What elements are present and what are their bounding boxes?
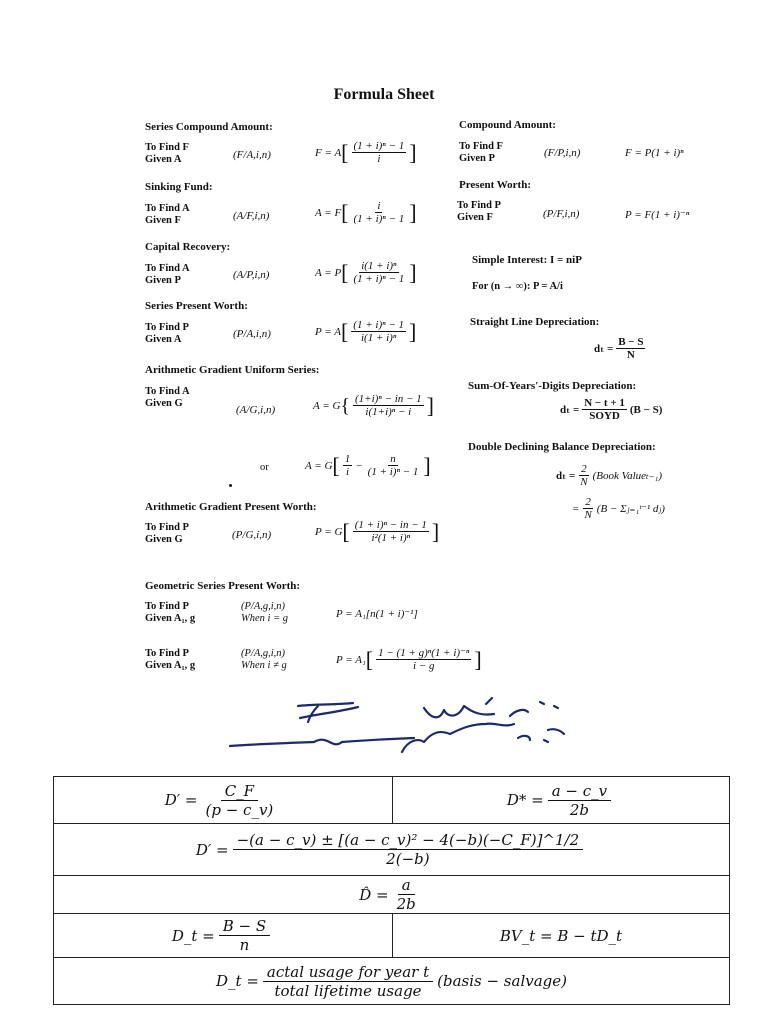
- formula: F = A [ $\frac{\text{(1 + i)ⁿ − 1}}{i}$ ]: [315, 139, 417, 165]
- table-cell: D* = $\frac{a - c\_v}{2b}$: [393, 777, 730, 824]
- formula: F = P(1 + i)ⁿ: [625, 147, 684, 159]
- table-cell: D_t = $\frac{\text{actal usage for year t}}{\text{total lifetime usage}}$ (basis − salvage): [54, 958, 730, 1005]
- find-label: To Find F: [145, 142, 189, 153]
- table-cell: D_t = $\frac{B - S}{n}$: [54, 914, 393, 958]
- stray-dot: [229, 484, 232, 487]
- section-heading: Straight Line Depreciation:: [470, 316, 600, 328]
- formula: A = G { $\frac{\text{(1+i)ⁿ − in − 1}}{\text{i(1+i)ⁿ − i}}$ ]: [313, 392, 434, 418]
- table-cell: D′ = $\frac{\text{−(a − c\_v) ± [(a − c\_v)² − 4(−b)(−C\_F)]\textasciicircum{}1/2}}{2(-b)}$: [54, 824, 730, 876]
- find-label: To Find A: [145, 203, 190, 214]
- given-label: Given P: [459, 153, 495, 164]
- formula-line-1: dₜ = $\frac{2}{N}$ (Book Valueₜ₋₁): [556, 463, 663, 488]
- formula: P = F(1 + i)⁻ⁿ: [625, 209, 690, 221]
- find-label: To Find A: [145, 386, 190, 397]
- find-label: To Find F: [459, 141, 503, 152]
- table-row: [54, 876, 730, 914]
- factor-symbol: (P/F,i,n): [543, 208, 580, 220]
- given-label: Given F: [145, 215, 181, 226]
- section-heading: Arithmetic Gradient Uniform Series:: [145, 364, 320, 376]
- page-title: Formula Sheet: [333, 86, 435, 103]
- formula: dₜ = $\frac{N - t + 1}{\text{SOYD}}$ (B − S): [560, 397, 663, 422]
- section-heading: Simple Interest: I = niP: [472, 254, 582, 266]
- factor-symbol: (P/A,i,n): [233, 328, 271, 340]
- table-cell: BV_t = B − tD_t: [393, 914, 730, 958]
- table-row: [54, 824, 730, 876]
- find-label: To Find P: [145, 322, 189, 333]
- formula: P = G [ $\frac{\text{(1 + i)ⁿ − in − 1}}{\text{i²(1 + i)ⁿ}}$ ]: [315, 518, 440, 544]
- factor-symbol: (P/A,g,i,n): [241, 648, 286, 659]
- section-heading: Double Declining Balance Depreciation:: [468, 441, 656, 453]
- given-label: Given G: [145, 534, 183, 545]
- section-heading: Series Compound Amount:: [145, 121, 273, 133]
- factor-symbol: (A/F,i,n): [233, 210, 270, 222]
- formula-line-2: = $\frac{2}{N}$ (B − Σⱼ₌₁ᵗ⁻¹ dⱼ): [572, 496, 665, 521]
- factor-symbol: (P/A,g,i,n): [241, 601, 286, 612]
- formula: A = F [ $\frac{i}{\text{(1 + i)ⁿ − 1}}$ ]: [315, 199, 417, 225]
- formula-alt: A = G [ $\frac{1}{i}$ − $\frac{n}{\text{(1 + i)ⁿ − 1}}$ ]: [305, 452, 431, 478]
- section-heading: Sum-Of-Years'-Digits Depreciation:: [468, 380, 637, 392]
- formula: P = A₁ [ $\frac{\text{1 − (1 + g)ⁿ(1 + i)⁻ⁿ}}{i - g}$ ]: [336, 646, 482, 672]
- section-heading: Compound Amount:: [459, 119, 556, 131]
- table-row: [54, 914, 730, 958]
- find-label: To Find P: [457, 200, 501, 211]
- factor-symbol: (F/P,i,n): [544, 147, 581, 159]
- formula: P = A [ $\frac{\text{(1 + i)ⁿ − 1}}{\text{i(1 + i)ⁿ}}$ ]: [315, 318, 417, 344]
- formula: A = P [ $\frac{\text{i(1 + i)ⁿ}}{\text{(1 + i)ⁿ − 1}}$ ]: [315, 259, 417, 285]
- given-label: Given A: [145, 154, 182, 165]
- find-label: To Find P: [145, 648, 189, 659]
- given-label: Given F: [457, 212, 493, 223]
- factor-symbol: (A/P,i,n): [233, 269, 270, 281]
- signature-image: [218, 694, 588, 764]
- condition-label: When i ≠ g: [241, 660, 287, 671]
- section-heading: Series Present Worth:: [145, 300, 248, 312]
- condition-label: When i = g: [241, 613, 289, 624]
- given-label: Given G: [145, 398, 183, 409]
- section-heading: Sinking Fund:: [145, 181, 213, 193]
- table-cell: D′ = $\frac{C\_F}{(p - c\_v)}$: [54, 777, 393, 824]
- given-label: Given A₁, g: [145, 660, 196, 671]
- factor-symbol: (A/G,i,n): [236, 404, 276, 416]
- table-row: [54, 958, 730, 1005]
- find-label: To Find A: [145, 263, 190, 274]
- table-cell: D̂ = $\frac{a}{2b}$: [54, 876, 730, 914]
- limit-formula: For (n → ∞): P = A/i: [472, 281, 563, 292]
- section-heading: Arithmetic Gradient Present Worth:: [145, 501, 317, 513]
- table-row: [54, 777, 730, 824]
- given-label: Given A: [145, 334, 182, 345]
- formula: P = A₁[n(1 + i)⁻¹]: [336, 608, 418, 620]
- section-heading: Geometric Series Present Worth:: [145, 580, 301, 592]
- formula-table: [53, 776, 730, 1005]
- section-heading: Present Worth:: [459, 179, 531, 191]
- formula: dₜ = $\frac{B - S}{N}$: [594, 336, 644, 361]
- or-label: or: [260, 462, 269, 473]
- section-heading: Capital Recovery:: [145, 241, 231, 253]
- factor-symbol: (F/A,i,n): [233, 149, 271, 161]
- find-label: To Find P: [145, 601, 189, 612]
- find-label: To Find P: [145, 522, 189, 533]
- given-label: Given P: [145, 275, 181, 286]
- given-label: Given A₁, g: [145, 613, 196, 624]
- factor-symbol: (P/G,i,n): [232, 529, 272, 541]
